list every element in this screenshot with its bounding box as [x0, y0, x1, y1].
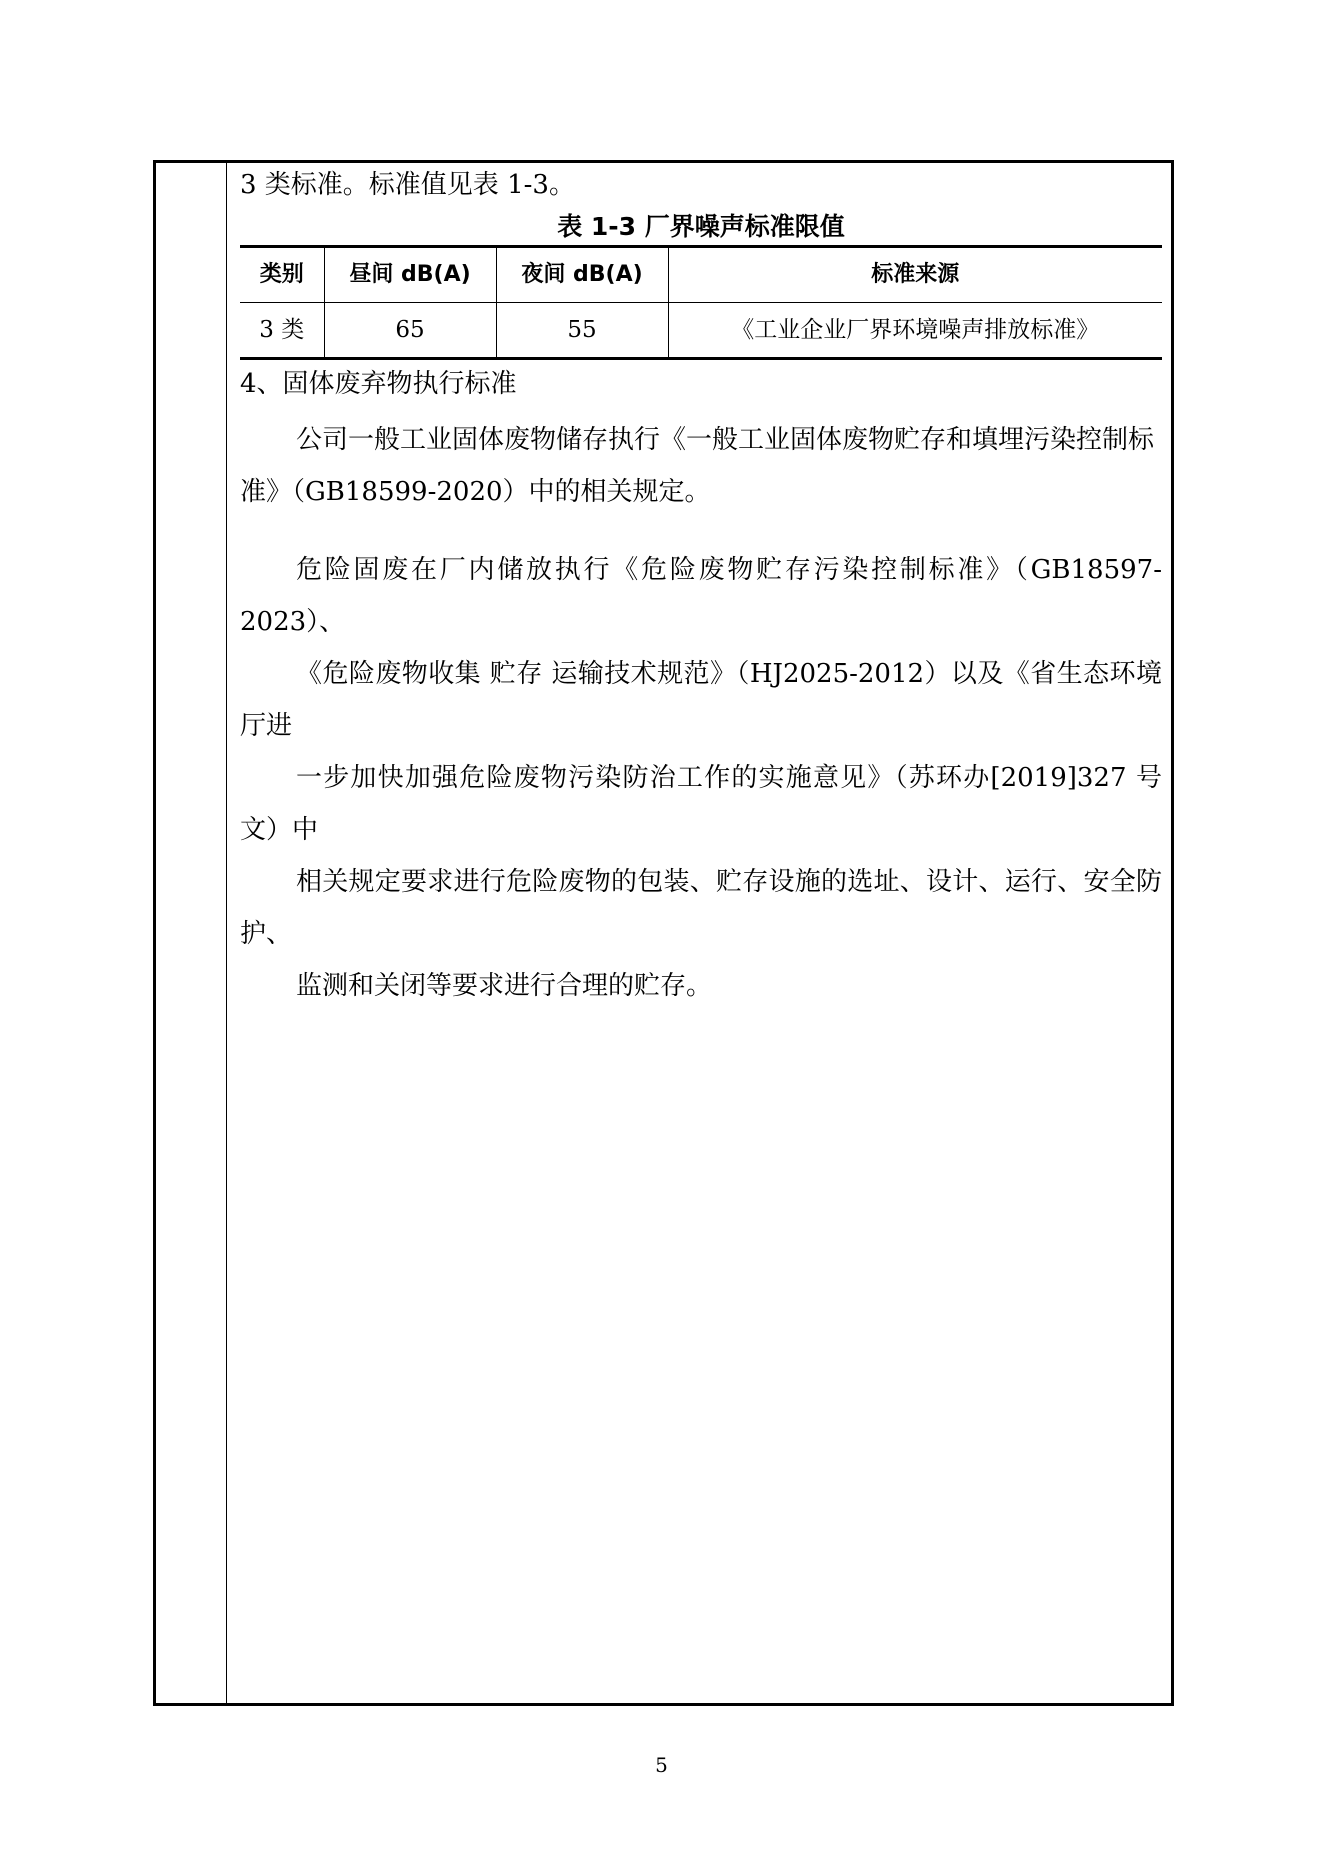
intro-line: 3 类标准。标准值见表 1-3。: [240, 170, 575, 200]
table-cell: 65: [324, 303, 496, 359]
table-cell: 《工业企业厂界环境噪声排放标准》: [668, 303, 1162, 359]
page-number: 5: [655, 1753, 668, 1777]
table-title: 表 1-3 厂界噪声标准限值: [557, 212, 845, 241]
table-row: [240, 303, 1162, 359]
column-header: 昼间 dB(A): [324, 247, 496, 303]
column-header: 标准来源: [668, 247, 1162, 303]
column-header: 夜间 dB(A): [496, 247, 668, 303]
paragraph-line: 危险固废在厂内储放执行《危险废物贮存污染控制标准》（GB18597-2023）、: [240, 555, 1162, 637]
paragraph-line: 公司一般工业固体废物储存执行《一般工业固体废物贮存和填埋污染控制标: [296, 425, 1155, 455]
table-cell: 3 类: [259, 317, 305, 343]
paragraph-line: 相关规定要求进行危险废物的包装、贮存设施的选址、设计、运行、安全防护、: [240, 867, 1162, 949]
paragraph-hazardous-waste: [240, 544, 1162, 1012]
paragraph-general-waste: [240, 414, 1162, 518]
table-cell: 55: [496, 303, 668, 359]
section-heading: 4、固体废弃物执行标准: [240, 369, 517, 399]
paragraph-line: 准》（GB18599-2020）中的相关规定。: [240, 477, 711, 507]
column-header: 类别: [240, 247, 324, 303]
content-cell: [240, 163, 1162, 1038]
noise-limit-table: [240, 245, 1162, 360]
table-header-row: [240, 247, 1162, 303]
label-column: [156, 163, 227, 1703]
paragraph-line: 《危险废物收集 贮存 运输技术规范》（HJ2025-2012）以及《省生态环境厅进: [240, 659, 1162, 741]
paragraph-line: 一步加快加强危险废物污染防治工作的实施意见》（苏环办[2019]327 号文）中: [240, 763, 1162, 845]
form-frame: [153, 160, 1174, 1706]
paragraph-line: 监测和关闭等要求进行合理的贮存。: [296, 971, 713, 1001]
